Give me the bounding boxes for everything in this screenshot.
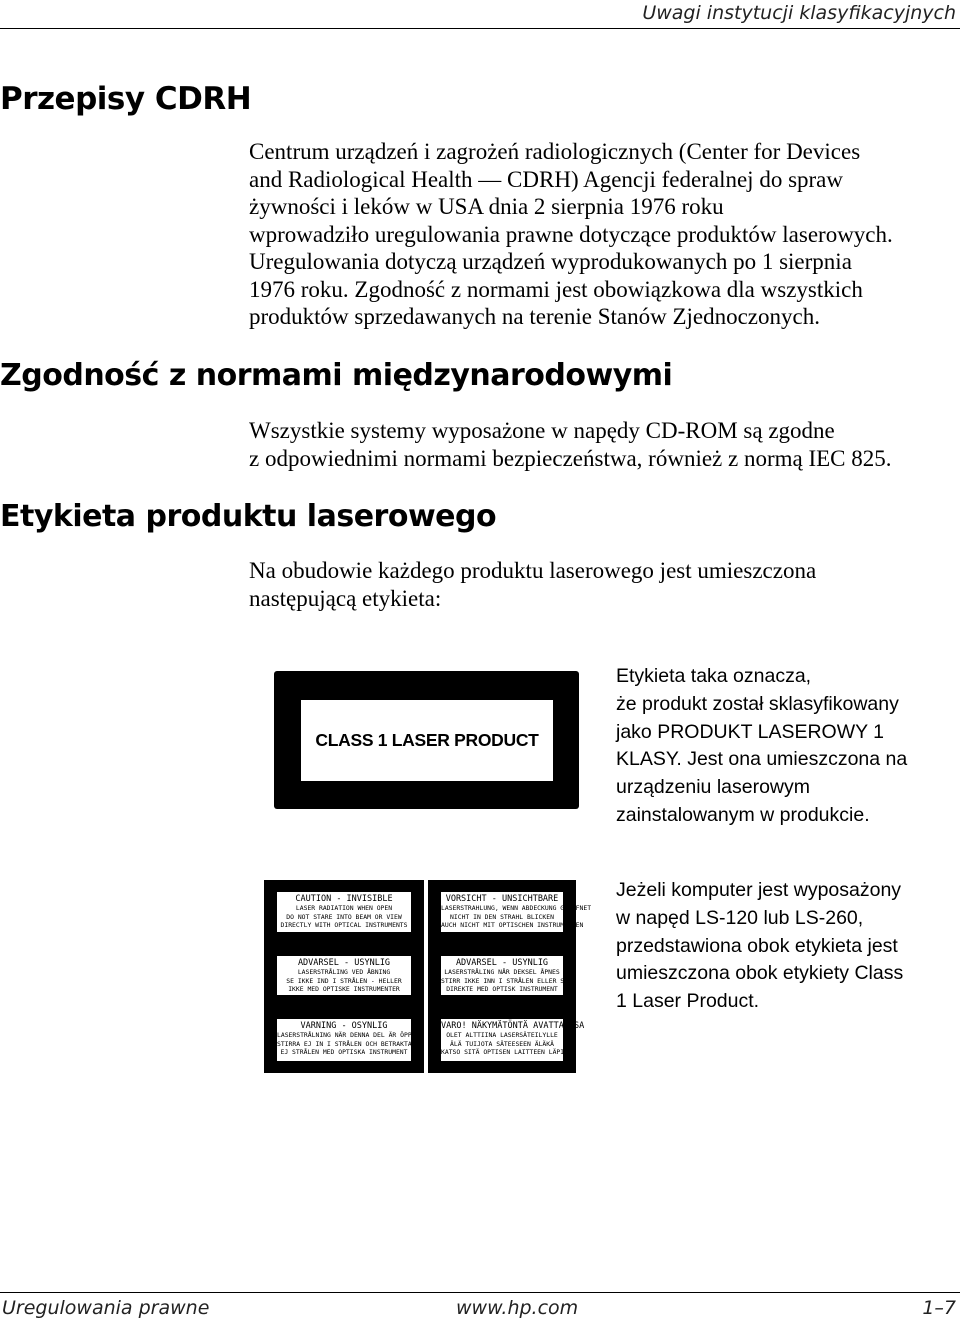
warning-label-line: STIRR IKKE INN I STRÅLEN ELLER SE (441, 976, 568, 985)
footer-left: Uregulowania prawne (2, 1297, 210, 1319)
warning-label-line: STIRRA EJ IN I STRÅLEN OCH BETRAKTA (277, 1039, 412, 1048)
warning-labels-grid (264, 880, 592, 1073)
paragraph-line: Centrum urządzeń i zagrożeń radiologicznych (Center for Devices (249, 139, 861, 164)
warning-label-line: SE IKKE IND I STRÅLEN - HELLER (286, 976, 402, 985)
warning-label-norwegian (428, 944, 576, 1007)
warning-label-danish (264, 944, 424, 1007)
caption-line: przedstawiona obok etykieta jest (616, 934, 898, 957)
class1-laser-label-inner (301, 700, 553, 781)
caption-line: Etykieta taka oznacza, (616, 665, 812, 687)
section-body-laser-label (249, 557, 816, 612)
warning-label-title: ADVARSEL - USYNLIG (455, 958, 549, 968)
paragraph-line: wprowadziło uregulowania prawne dotyczące produktów laserowych. (249, 221, 893, 247)
paragraph-line: następującą etykieta: (249, 585, 442, 611)
caption-line: KLASY. Jest ona umieszczona na (616, 748, 908, 771)
warning-label-line: DO NOT STARE INTO BEAM OR VIEW (286, 912, 402, 921)
warning-labels-caption (616, 877, 903, 1016)
caption-line: 1 Laser Product. (616, 990, 760, 1013)
caption-line: zainstalowanym w produkcie. (616, 803, 870, 826)
warning-label-line: DIRECTLY WITH OPTICAL INSTRUMENTS (280, 921, 408, 929)
warning-label-title: VORSICHT - UNSICHTBARE (445, 894, 559, 904)
warning-label-line: OLET ALTTIINA LASERSÄTEILYLLE (446, 1031, 558, 1039)
warning-label-content (441, 1019, 585, 1061)
class1-label-caption (616, 663, 907, 830)
paragraph-line: Wszystkie systemy wyposażone w napędy CD-ROM są zgodne (249, 418, 835, 443)
footer-url: www.hp.com (456, 1297, 579, 1319)
warning-label-swedish (264, 1007, 424, 1073)
paragraph-line: and Radiological Health — CDRH) Agencji federalnej do spraw (249, 166, 844, 192)
footer-divider (0, 1292, 960, 1293)
paragraph-line: 1976 roku. Zgodność z normami jest obowiązkowa dla wszystkich (249, 276, 863, 302)
paragraph-line: Uregulowania dotyczą urządzeń wyprodukowanych po 1 sierpnia (249, 249, 852, 274)
warning-label-content (441, 892, 592, 932)
warning-label-line: AUCH NICHT MIT OPTISCHEN INSTRUMENTEN (441, 921, 584, 929)
section-heading-laser-label: Etykieta produktu laserowego (0, 499, 497, 534)
warning-label-line: EJ STRÅLEN MED OPTISKA INSTRUMENT (280, 1048, 408, 1056)
warning-label-line: ÄLÄ TUIJOTA SÄTEESEEN ÄLÄKÄ (450, 1039, 554, 1048)
header-divider (0, 28, 960, 29)
warning-label-content (277, 956, 411, 995)
warning-label-line: LASERSTRÅLING VED ÅBNING (297, 968, 391, 976)
warning-label-line: LASER RADIATION WHEN OPEN (295, 904, 393, 912)
paragraph-line: z odpowiednimi normami bezpieczeństwa, również z normą IEC 825. (249, 445, 892, 471)
caption-line: że produkt został sklasyfikowany (616, 692, 899, 715)
footer-page-number: 1–7 (922, 1297, 956, 1319)
caption-line: w napęd LS-120 lub LS-260, (616, 906, 864, 929)
section-body-international (249, 417, 892, 472)
caption-line: urządzeniu laserowym (616, 776, 811, 799)
warning-label-title: ADVARSEL - USYNLIG (297, 958, 391, 968)
warning-label-title: CAUTION - INVISIBLE (295, 894, 393, 904)
caption-line: jako PRODUKT LASEROWY 1 (616, 720, 885, 743)
paragraph-line: produktów sprzedawanych na terenie Stanów Zjednoczonych. (249, 304, 820, 329)
class1-laser-label (274, 671, 579, 809)
warning-label-finnish (428, 1007, 585, 1073)
caption-line: Jeżeli komputer jest wyposażony (616, 879, 902, 901)
warning-label-german (428, 880, 592, 944)
section-body-cdrh (249, 138, 893, 331)
paragraph-line: Na obudowie każdego produktu laserowego jest umieszczona (249, 558, 817, 583)
section-heading-international: Zgodność z normami międzynarodowymi (0, 358, 673, 393)
warning-label-content (277, 892, 411, 932)
section-heading-cdrh: Przepisy CDRH (0, 81, 252, 117)
warning-label-line: KATSO SITÄ OPTISEN LAITTEEN LÄPI (441, 1048, 565, 1056)
warning-label-content (277, 1019, 424, 1061)
warning-label-line: IKKE MED OPTISKE INSTRUMENTER (288, 985, 400, 993)
warning-label-title: VARNING - OSYNLIG (300, 1021, 388, 1031)
warning-label-line: DIREKTE MED OPTISK INSTRUMENT (446, 985, 558, 993)
running-header: Uwagi instytucji klasyfikacyjnych (642, 2, 956, 24)
warning-label-english (264, 880, 424, 944)
paragraph-line: żywności i leków w USA dnia 2 sierpnia 1976 roku (249, 194, 724, 219)
warning-label-line: LASERSTRAHLUNG, WENN ABDECKUNG GEÖFFNET (441, 904, 592, 912)
warning-label-line: NICHT IN DEN STRAHL BLICKEN (450, 912, 554, 921)
warning-label-line: LASERSTRÅLING NÅR DEKSEL ÅPNES (444, 968, 560, 976)
warning-label-line: LASERSTRÅLNING NÄR DENNA DEL ÄR ÖPPNAD (277, 1031, 424, 1039)
warning-label-content (441, 956, 568, 995)
warning-label-title: VARO! NÄKYMÄTÖNTÄ AVATTAESSA (441, 1021, 585, 1031)
caption-line: umieszczona obok etykiety Class (616, 962, 904, 985)
class1-laser-label-text: CLASS 1 LASER PRODUCT (315, 730, 539, 750)
